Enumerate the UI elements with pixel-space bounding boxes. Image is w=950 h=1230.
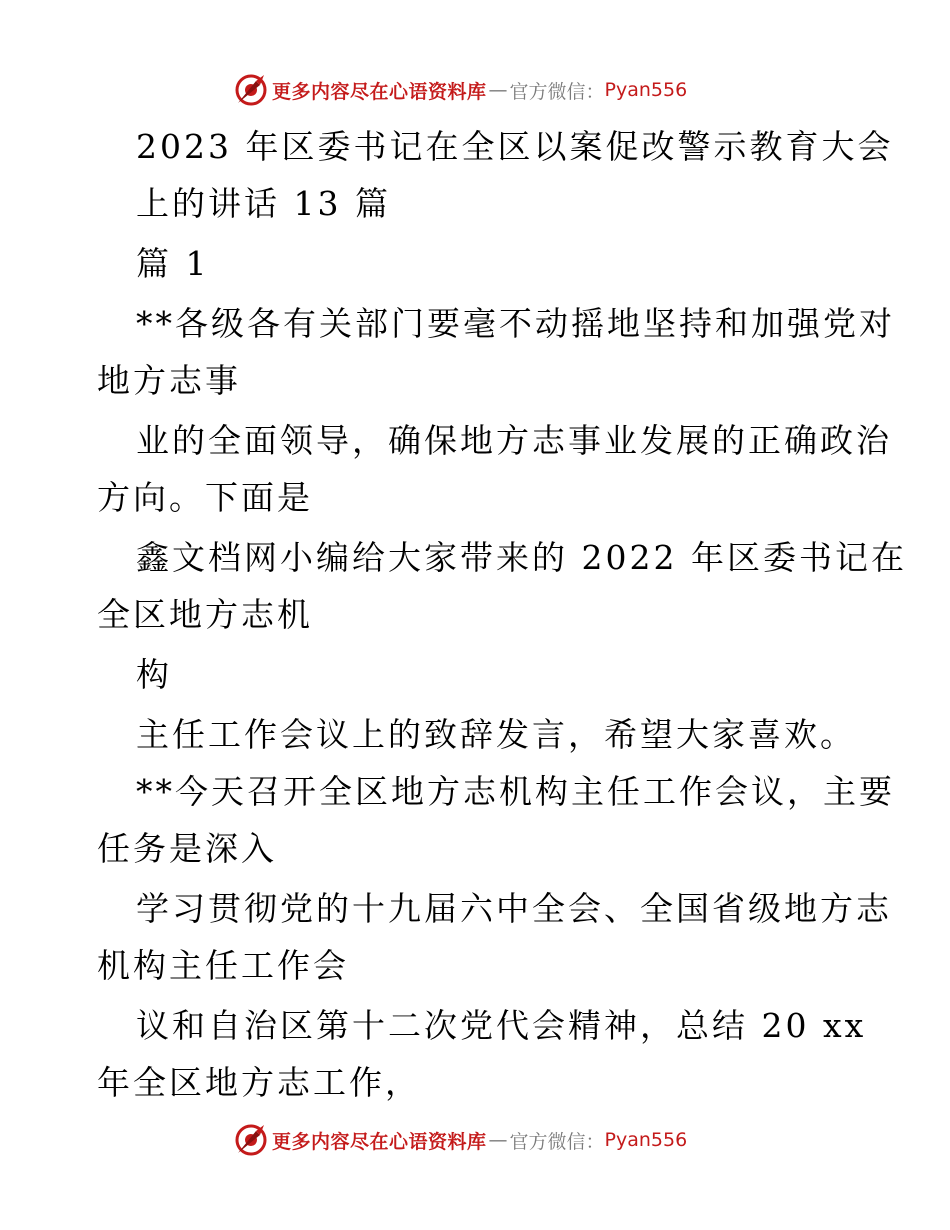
doc-line: 学习贯彻党的十九届六中全会、全国省级地方志 bbox=[136, 889, 892, 928]
banner-title: 更多内容尽在心语资料库 bbox=[272, 1130, 487, 1153]
banner-wechat-handle: Pyan556 bbox=[604, 1129, 688, 1151]
banner-separator: — bbox=[488, 79, 508, 101]
banner-wechat-label: 官方微信： bbox=[509, 1130, 605, 1153]
header-banner bbox=[234, 73, 687, 107]
banner-wechat-label: 官方微信： bbox=[509, 80, 605, 103]
banner-title: 更多内容尽在心语资料库 bbox=[272, 80, 487, 103]
doc-line: 全区地方志机 bbox=[97, 595, 313, 634]
doc-line: 地方志事 bbox=[97, 361, 241, 400]
doc-line: 业的全面领导，确保地方志事业发展的正确政治 bbox=[136, 421, 892, 460]
doc-line: 机构主任工作会 bbox=[97, 946, 349, 985]
doc-line: 方向。下面是 bbox=[97, 478, 313, 517]
doc-line: 议和自治区第十二次党代会精神，总结 20 xx bbox=[136, 1006, 867, 1045]
doc-line: 鑫文档网小编给大家带来的 2022 年区委书记在 bbox=[136, 538, 907, 577]
doc-line: **各级各有关部门要毫不动摇地坚持和加强党对 bbox=[136, 304, 895, 343]
doc-line: **今天召开全区地方志机构主任工作会议，主要 bbox=[136, 772, 895, 811]
doc-title-line-1: 2023 年区委书记在全区以案促改警示教育大会 bbox=[136, 127, 894, 166]
doc-line: 主任工作会议上的致辞发言，希望大家喜欢。 bbox=[136, 715, 856, 754]
doc-line: 构 bbox=[136, 655, 172, 694]
doc-title-line-2: 上的讲话 13 篇 bbox=[136, 184, 391, 223]
doc-line: 任务是深入 bbox=[97, 829, 277, 868]
banner-wechat-handle: Pyan556 bbox=[604, 79, 688, 101]
quill-logo-icon bbox=[234, 73, 268, 107]
quill-logo-icon bbox=[234, 1123, 268, 1157]
banner-separator: — bbox=[488, 1129, 508, 1151]
doc-section-heading: 篇 1 bbox=[136, 244, 210, 283]
doc-line: 年全区地方志工作， bbox=[97, 1063, 421, 1102]
footer-banner bbox=[234, 1123, 687, 1157]
